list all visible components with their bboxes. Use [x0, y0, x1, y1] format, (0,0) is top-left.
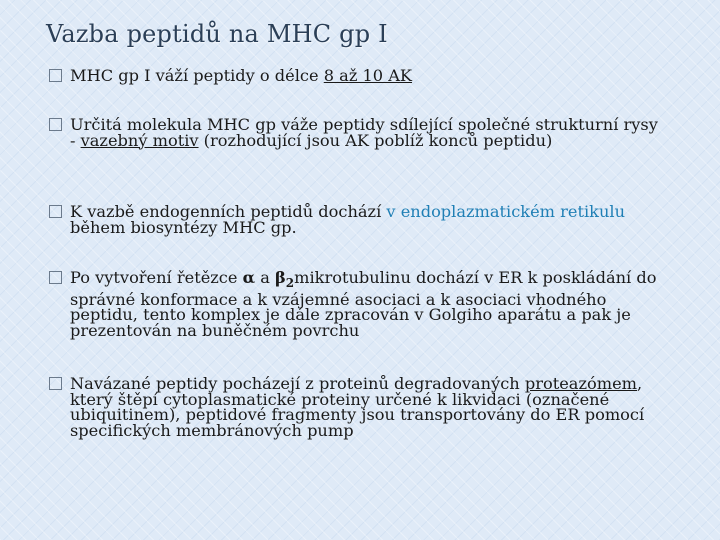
- checkbox-bullet-icon: [49, 205, 62, 218]
- highlight-text: v endoplazmatickém retikulu: [386, 202, 625, 221]
- bullet-text: Po vytvoření řetězce α a $\beta_2mikrotubulinu$ dochází v ER k poskládání do správné konformace a k vzájemné asociaci a k asociaci vhodného peptidu, tento komplex je dále zpracován v Golgiho aparátu a pak je prezentován na buněčném povrchu: [70, 268, 657, 340]
- bullet-item: [50, 68, 662, 84]
- bullet-item: [50, 204, 662, 235]
- checkbox-bullet-icon: [49, 377, 62, 390]
- bullet-item: [50, 376, 662, 438]
- bullet-item: [50, 117, 662, 148]
- alpha-symbol: α: [242, 268, 256, 287]
- bullet-text: MHC gp I váží peptidy o délce 8 až 10 AK: [70, 66, 413, 85]
- beta-symbol: β: [275, 268, 286, 287]
- bullet-text: K vazbě endogenních peptidů dochází v endoplazmatickém retikulu během biosyntézy MHC gp.: [70, 202, 625, 237]
- bullet-item: [50, 270, 662, 338]
- checkbox-bullet-icon: [49, 271, 62, 284]
- checkbox-bullet-icon: [49, 69, 62, 82]
- slide-title: Vazba peptidů na MHC gp I: [46, 20, 388, 48]
- beta-subscript: 2: [285, 276, 295, 290]
- bullet-text: Určitá molekula MHC gp váže peptidy sdílející společné strukturní rysy - vazebný motiv (rozhodující jsou AK poblíž konců peptidu): [70, 115, 658, 150]
- bullet-text: Navázané peptidy pocházejí z proteinů degradovaných proteazómem, který štěpí cytoplasmatické proteiny určené k likvidaci (označené ubiquitinem), peptidové fragmenty jsou transportovány do ER pomocí specifických membránových pump: [70, 374, 645, 440]
- checkbox-bullet-icon: [49, 118, 62, 131]
